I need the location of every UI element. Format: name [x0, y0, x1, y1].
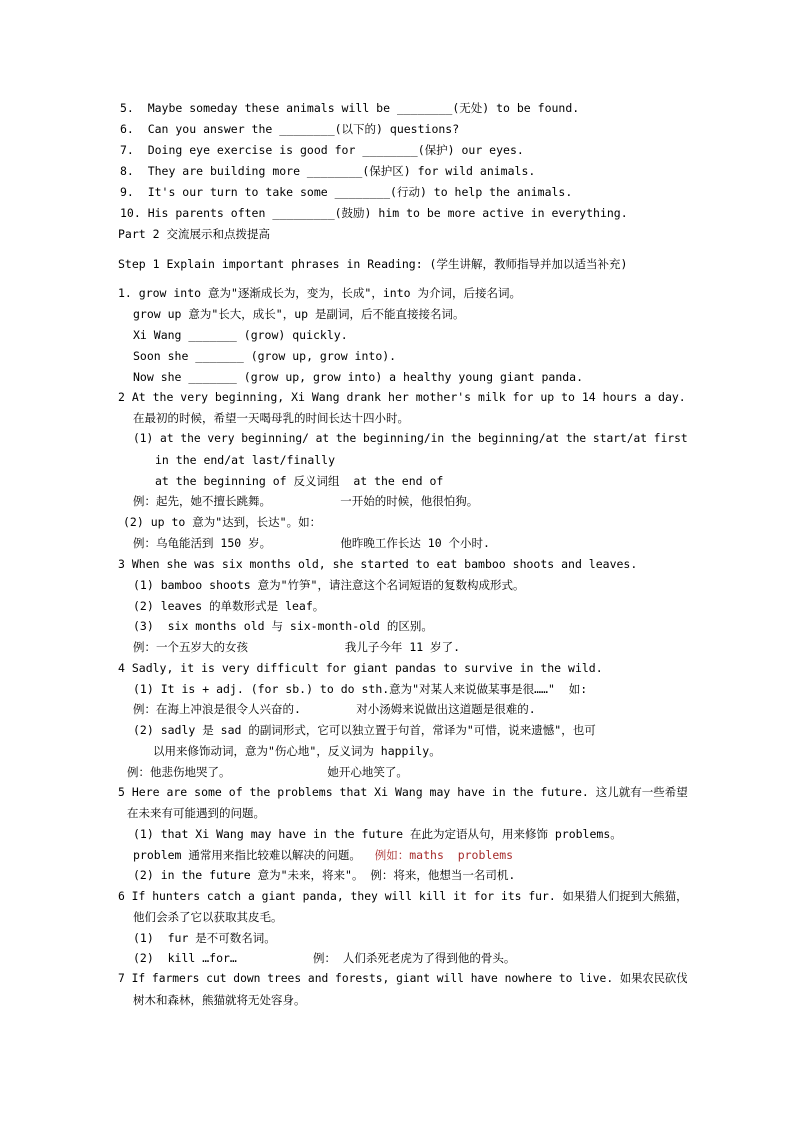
note6-line4: (2) kill …for… 例： 人们杀死老虎为了得到他的骨头。	[133, 951, 516, 965]
note2-line4: in the end/at last/finally	[155, 453, 336, 467]
note3-line5: 例：一个五岁大的女孩 我儿子今年 11 岁了.	[133, 640, 461, 654]
note5-line1: 5 Here are some of the problems that Xi Wang may have in the future. 这儿就有一些希望	[118, 785, 688, 799]
note4-line4: (2) sadly 是 sad 的副词形式，它可以独立置于句首，常译为"可惜，说来遗憾"，也可	[133, 723, 596, 737]
note6-line3: (1) fur 是不可数名词。	[133, 931, 276, 945]
note1-line3: Xi Wang _______ (grow) quickly.	[133, 328, 348, 342]
note2-line5: at the beginning of 反义词组 at the end of	[155, 474, 444, 488]
note5-example-red: 例如：maths problems	[374, 848, 514, 862]
note2-line2: 在最初的时候，希望一天喝母乳的时间长达十四小时。	[133, 411, 409, 425]
note5-line2: 在未来有可能遇到的问题。	[127, 806, 265, 820]
note1-line5: Now she _______ (grow up, grow into) a healthy young giant panda.	[133, 370, 584, 384]
note7-line2: 树木和森林，熊猫就将无处容身。	[133, 993, 306, 1007]
note1-line2: grow up 意为"长大，成长"，up 是副词，后不能直接接名词。	[133, 307, 465, 321]
note4-line1: 4 Sadly, it is very difficult for giant pandas to survive in the wild.	[118, 661, 603, 675]
note5-line5: (2) in the future 意为"未来，将来"。 例：将来，他想当一名司机.	[133, 868, 516, 882]
note6-line1: 6 If hunters catch a giant panda, they will kill it for its fur. 如果猎人们捉到大熊猫，	[118, 889, 688, 903]
exercise-8: 8. They are building more ________(保护区) for wild animals.	[120, 164, 536, 178]
note2-line6: 例：起先，她不擅长跳舞。 一开始的时候，他很怕狗。	[133, 494, 479, 508]
note4-line5: 以用来修饰动词，意为"伤心地"，反义词为 happily。	[153, 744, 441, 758]
note2-line3: (1) at the very beginning/ at the beginning/in the beginning/at the start/at first	[133, 432, 688, 445]
note1-line1: 1. grow into 意为"逐渐成长为，变为，长成"，into 为介词，后接名词。	[118, 286, 521, 300]
step1-title: Step 1 Explain important phrases in Reading: (学生讲解，教师指导并加以适当补充)	[118, 257, 628, 271]
note3-line1: 3 When she was six months old, she started to eat bamboo shoots and leaves.	[118, 557, 638, 571]
note2-line8: 例：乌龟能活到 150 岁。 他昨晚工作长达 10 个小时.	[133, 536, 490, 550]
exercise-7: 7. Doing eye exercise is good for ________(保护) our eyes.	[120, 143, 524, 157]
note5-line3: (1) that Xi Wang may have in the future 在此为定语从句，用来修饰 problems。	[133, 827, 622, 841]
note3-line2: (1) bamboo shoots 意为"竹笋"，请注意这个名词短语的复数构成形式。	[133, 578, 525, 592]
note4-line3: 例：在海上冲浪是很令人兴奋的. 对小汤姆来说做出这道题是很难的.	[133, 702, 536, 716]
part2-title: Part 2 交流展示和点拨提高	[118, 227, 270, 241]
note1-line4: Soon she _______ (grow up, grow into).	[133, 349, 397, 363]
exercise-6: 6. Can you answer the ________(以下的) questions?	[120, 122, 460, 136]
note2-line1: 2 At the very beginning, Xi Wang drank her mother's milk for up to 14 hours a day.	[118, 390, 686, 404]
exercise-5: 5. Maybe someday these animals will be ________(无处) to be found.	[120, 101, 580, 115]
note4-line2: (1) It is + adj. (for sb.) to do sth.意为"对某人来说做某事是很……" 如:	[133, 682, 588, 696]
exercise-9: 9. It's our turn to take some ________(行动) to help the animals.	[120, 185, 573, 199]
note3-line3: (2) leaves 的单数形式是 leaf。	[133, 599, 325, 613]
note7-line1: 7 If farmers cut down trees and forests, giant will have nowhere to live. 如果农民砍伐	[118, 972, 688, 985]
note2-line7: (2) up to 意为"达到，长达"。如：	[123, 515, 322, 529]
note6-line2: 他们会杀了它以获取其皮毛。	[133, 910, 283, 924]
exercise-10: 10. His parents often _________(鼓励) him to be more active in everything.	[120, 206, 628, 220]
note3-line4: (3) six months old 与 six-month-old 的区别。	[133, 619, 433, 633]
note5-line4-text: problem 通常用来指比较难以解决的问题。	[133, 848, 361, 862]
note4-line6: 例：他悲伤地哭了。 她开心地笑了。	[127, 765, 408, 779]
note5-line4	[133, 848, 513, 862]
